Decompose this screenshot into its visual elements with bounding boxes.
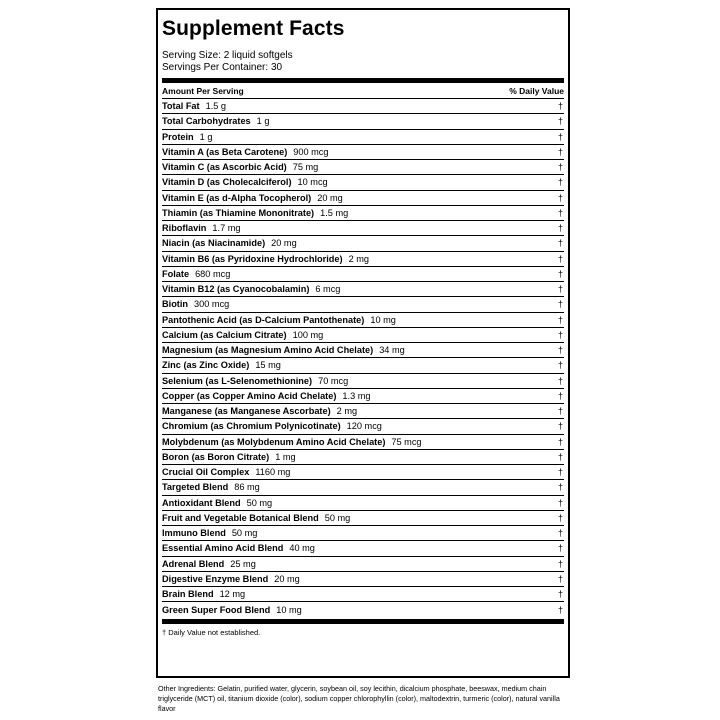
daily-value-dagger: †: [557, 604, 563, 615]
table-row: [162, 480, 564, 495]
daily-value-dagger: †: [557, 192, 563, 203]
nutrient-label: [162, 391, 371, 401]
daily-value-dagger: †: [557, 299, 563, 310]
nutrient-name: Digestive Enzyme Blend: [162, 573, 269, 584]
nutrient-label: [162, 452, 296, 462]
nutrient-amount: 680 mcg: [195, 268, 231, 279]
table-row: [162, 328, 564, 343]
nutrient-label: [162, 238, 297, 248]
daily-value-dagger: †: [557, 268, 563, 279]
nutrient-label: [162, 360, 281, 370]
daily-value-dagger: †: [557, 238, 563, 249]
daily-value-dagger: †: [557, 406, 563, 417]
supplement-facts-panel: [156, 8, 570, 678]
table-row: [162, 252, 564, 267]
nutrient-label: [162, 421, 382, 431]
daily-value-dagger: †: [557, 146, 563, 157]
nutrient-name: Fruit and Vegetable Botanical Blend: [162, 512, 319, 523]
nutrient-name: Biotin: [162, 299, 189, 310]
nutrient-label: [162, 116, 269, 126]
nutrient-amount: 34 mg: [379, 345, 405, 356]
table-row: [162, 557, 564, 572]
nutrient-name: Chromium (as Chromium Polynicotinate): [162, 421, 341, 432]
panel-title: Supplement Facts: [162, 17, 345, 40]
table-row: [162, 465, 564, 480]
nutrient-amount: 1 g: [256, 116, 270, 127]
nutrient-name: Thiamin (as Thiamine Mononitrate): [162, 207, 315, 218]
daily-value-dagger: †: [557, 375, 563, 386]
table-row: [162, 297, 564, 312]
daily-value-dagger: †: [557, 207, 563, 218]
daily-value-dagger: †: [557, 421, 563, 432]
nutrient-label: [162, 208, 348, 218]
daily-value-dagger: †: [557, 162, 563, 173]
table-row: [162, 419, 564, 434]
nutrient-amount: 70 mcg: [318, 375, 349, 386]
table-row: [162, 282, 564, 297]
table-row: [162, 160, 564, 175]
nutrient-amount: 10 mg: [370, 314, 396, 325]
nutrient-amount: 75 mg: [292, 162, 319, 173]
daily-value-label: % Daily Value: [509, 86, 564, 96]
table-row: [162, 145, 564, 160]
table-row: [162, 389, 564, 404]
daily-value-dagger: †: [557, 528, 563, 539]
nutrient-amount: 6 mcg: [315, 284, 341, 295]
nutrient-amount: 2 mg: [348, 253, 370, 264]
nutrient-label: [162, 345, 405, 355]
daily-value-dagger: †: [557, 131, 563, 142]
table-row: [162, 130, 564, 145]
nutrient-name: Niacin (as Niacinamide): [162, 238, 266, 249]
nutrient-label: [162, 284, 340, 294]
table-row: [162, 267, 564, 282]
table-row: [162, 374, 564, 389]
daily-value-dagger: †: [557, 512, 563, 523]
nutrient-name: Vitamin E (as d-Alpha Tocopherol): [162, 192, 312, 203]
table-row: [162, 511, 564, 526]
daily-value-dagger: †: [557, 390, 563, 401]
nutrient-name: Green Super Food Blend: [162, 604, 271, 615]
nutrient-name: Magnesium (as Magnesium Amino Acid Chelate): [162, 345, 374, 356]
nutrient-amount: 50 mg: [324, 512, 351, 523]
nutrient-name: Targeted Blend: [162, 482, 229, 493]
daily-value-dagger: †: [557, 543, 563, 554]
nutrient-label: [162, 254, 369, 264]
nutrient-name: Vitamin B12 (as Cyanocobalamin): [162, 284, 310, 295]
nutrient-amount: 1.7 mg: [212, 223, 241, 234]
nutrient-name: Pantothenic Acid (as D-Calcium Pantothenate): [162, 314, 365, 325]
daily-value-dagger: †: [557, 253, 563, 264]
table-row: [162, 221, 564, 236]
nutrient-label: [162, 543, 315, 553]
nutrient-amount: 20 mg: [274, 573, 300, 584]
table-row: [162, 99, 564, 114]
nutrient-name: Vitamin B6 (as Pyridoxine Hydrochloride): [162, 253, 343, 264]
table-row: [162, 175, 564, 190]
nutrient-label: [162, 589, 245, 599]
nutrient-amount: 25 mg: [230, 558, 256, 569]
daily-value-dagger: †: [557, 101, 563, 112]
nutrient-label: [162, 513, 350, 523]
table-row: [162, 114, 564, 129]
servings-per-container: Servings Per Container: 30: [162, 62, 283, 73]
nutrient-amount: 20 mg: [317, 192, 343, 203]
nutrient-amount: 10 mg: [276, 604, 302, 615]
nutrient-amount: 1160 mg: [255, 467, 291, 478]
nutrient-amount: 1.5 mg: [320, 207, 349, 218]
nutrient-name: Riboflavin: [162, 223, 207, 234]
table-row: [162, 541, 564, 556]
table-row: [162, 496, 564, 511]
daily-value-dagger: †: [557, 360, 563, 371]
other-ingredients: Other Ingredients: Gelatin, purified water, glycerin, soybean oil, soy lecithin, dicalcium phosphate, beeswax, medium chain triglyceride (MCT) oil, titanium dioxide (color), sodium copper chlorophyllin (color), maltodextrin, turmeric (color), natural vanilla flavor: [158, 684, 560, 713]
nutrient-name: Vitamin C (as Ascorbic Acid): [162, 162, 287, 173]
nutrient-name: Boron (as Boron Citrate): [162, 451, 270, 462]
nutrient-label: [162, 162, 318, 172]
nutrient-amount: 1 g: [199, 131, 213, 142]
table-row: [162, 435, 564, 450]
daily-value-dagger: †: [557, 497, 563, 508]
nutrient-amount: 15 mg: [255, 360, 281, 371]
nutrient-name: Antioxidant Blend: [162, 497, 241, 508]
nutrient-amount: 120 mcg: [346, 421, 382, 432]
daily-value-dagger: †: [557, 573, 563, 584]
table-row: [162, 206, 564, 221]
table-row: [162, 526, 564, 541]
nutrient-label: [162, 376, 348, 386]
table-row: [162, 236, 564, 251]
nutrient-label: [162, 406, 357, 416]
daily-value-dagger: †: [557, 589, 563, 600]
nutrient-label: [162, 223, 241, 233]
thick-divider-bottom: [162, 619, 564, 624]
nutrient-amount: 100 mg: [292, 329, 324, 340]
daily-value-dagger: †: [557, 436, 563, 447]
nutrient-label: [162, 498, 272, 508]
nutrient-label: [162, 299, 229, 309]
nutrient-name: Copper (as Copper Amino Acid Chelate): [162, 390, 337, 401]
nutrient-name: Crucial Oil Complex: [162, 467, 250, 478]
nutrient-name: Vitamin A (as Beta Carotene): [162, 146, 288, 157]
nutrient-amount: 10 mcg: [297, 177, 328, 188]
nutrient-label: [162, 315, 396, 325]
nutrient-name: Protein: [162, 131, 194, 142]
nutrient-amount: 12 mg: [219, 589, 246, 600]
daily-value-dagger: †: [557, 451, 563, 462]
daily-value-dagger: †: [557, 223, 563, 234]
nutrient-label: [162, 269, 230, 279]
nutrient-amount: 1.3 mg: [342, 390, 371, 401]
daily-value-dagger: †: [557, 467, 563, 478]
nutrient-name: Total Carbohydrates: [162, 116, 251, 127]
nutrient-amount: 2 mg: [336, 406, 358, 417]
amount-per-serving-label: Amount Per Serving: [162, 86, 244, 96]
nutrient-amount: 86 mg: [234, 482, 260, 493]
nutrient-amount: 1.5 g: [205, 101, 227, 112]
nutrient-name: Vitamin D (as Cholecalciferol): [162, 177, 292, 188]
nutrient-label: [162, 330, 323, 340]
nutrient-label: [162, 574, 300, 584]
nutrient-name: Adrenal Blend: [162, 558, 225, 569]
table-row: [162, 572, 564, 587]
daily-value-dagger: †: [557, 177, 563, 188]
daily-value-dagger: †: [557, 314, 563, 325]
nutrient-label: [162, 177, 328, 187]
daily-value-dagger: †: [557, 345, 563, 356]
nutrient-list: [162, 99, 564, 618]
nutrient-name: Immuno Blend: [162, 528, 226, 539]
table-row: [162, 450, 564, 465]
nutrient-amount: 50 mg: [246, 497, 273, 508]
nutrient-name: Folate: [162, 268, 190, 279]
nutrient-amount: 1 mg: [275, 451, 296, 462]
nutrient-name: Brain Blend: [162, 589, 214, 600]
nutrient-amount: 75 mcg: [391, 436, 422, 447]
daily-value-dagger: †: [557, 284, 563, 295]
daily-value-dagger: †: [557, 558, 563, 569]
nutrient-label: [162, 147, 329, 157]
table-row: [162, 602, 564, 617]
nutrient-label: [162, 132, 212, 142]
nutrient-amount: 20 mg: [271, 238, 297, 249]
table-header-row: [162, 83, 564, 99]
nutrient-label: [162, 482, 260, 492]
table-row: [162, 587, 564, 602]
nutrient-amount: 300 mcg: [194, 299, 230, 310]
nutrient-name: Zinc (as Zinc Oxide): [162, 360, 250, 371]
nutrient-amount: 900 mcg: [293, 146, 329, 157]
table-row: [162, 313, 564, 328]
nutrient-label: [162, 559, 256, 569]
nutrient-name: Essential Amino Acid Blend: [162, 543, 284, 554]
daily-value-dagger: †: [557, 482, 563, 493]
nutrient-amount: 40 mg: [289, 543, 315, 554]
nutrient-name: Selenium (as L-Selenomethionine): [162, 375, 313, 386]
footnote: † Daily Value not established.: [162, 627, 261, 637]
nutrient-label: [162, 437, 422, 447]
table-row: [162, 191, 564, 206]
nutrient-label: [162, 605, 302, 615]
table-row: [162, 358, 564, 373]
daily-value-dagger: †: [557, 329, 563, 340]
nutrient-label: [162, 467, 290, 477]
nutrient-name: Manganese (as Manganese Ascorbate): [162, 406, 331, 417]
daily-value-dagger: †: [557, 116, 563, 127]
nutrient-label: [162, 528, 257, 538]
nutrient-label: [162, 193, 343, 203]
nutrient-label: [162, 101, 226, 111]
nutrient-name: Calcium (as Calcium Citrate): [162, 329, 287, 340]
nutrient-amount: 50 mg: [231, 528, 258, 539]
serving-size: Serving Size: 2 liquid softgels: [162, 50, 293, 61]
nutrient-name: Molybdenum (as Molybdenum Amino Acid Chelate): [162, 436, 386, 447]
nutrient-name: Total Fat: [162, 101, 200, 112]
table-row: [162, 343, 564, 358]
table-row: [162, 404, 564, 419]
